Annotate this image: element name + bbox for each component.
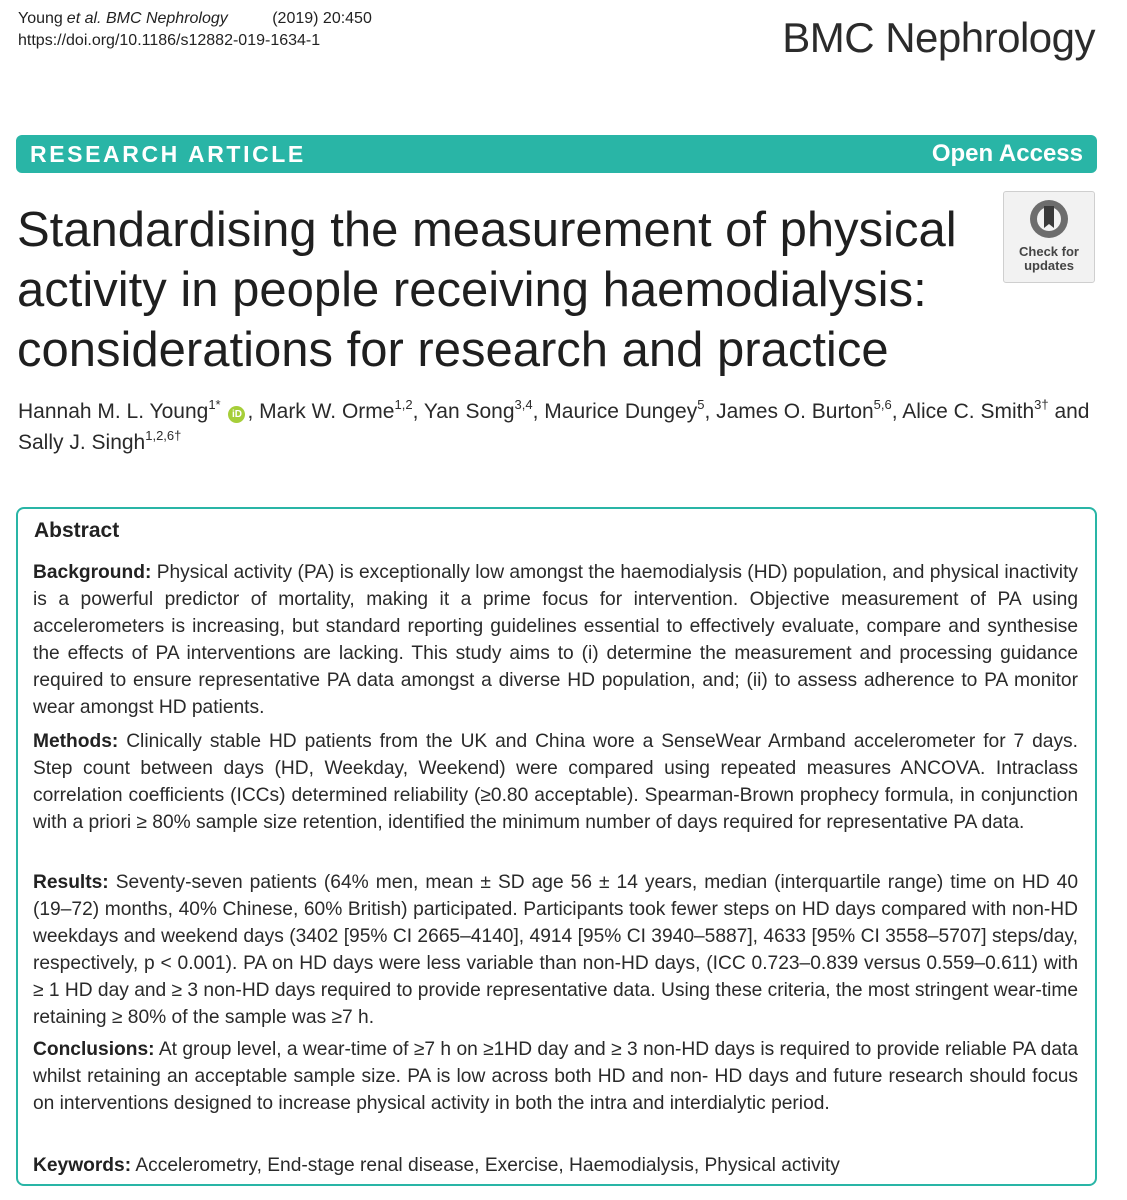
author-name: Mark W. Orme (259, 400, 395, 423)
author-conjunction: and (1054, 400, 1090, 423)
author (18, 428, 182, 454)
keywords-label: Keywords: (33, 1155, 132, 1176)
author (18, 397, 247, 423)
author-list: Hannah M. L. Young$^{1*}$ iD , Mark W. Orme$^{1,2}$, Yan Song$^{3,4}$, Maurice Dungey$^5$, James O. Burton$^{5,6}$, Alice C. Smith$^{3\dagger}$ and Sally J. Singh$^{1,2,6\dagger}$ (18, 397, 1090, 454)
crossmark-icon (1004, 198, 1094, 245)
author (716, 397, 892, 423)
conclusions-text: At group level, a wear-time of ≥7 h on ≥1HD day and ≥ 3 non-HD days is required to provide reliable PA data whilst retaining an acceptable sample size. PA is low across both HD and non- HD days and future research should focus on interventions designed to increase physical activity in both the intra and interdialytic period. (33, 1039, 1078, 1114)
abstract-box (16, 507, 1097, 1186)
methods-label: Methods: (33, 731, 119, 752)
article-type-banner (16, 135, 1097, 173)
author-affiliation: 3,4 (514, 397, 533, 412)
author-affiliation: 1* (208, 397, 221, 412)
journal-logo[interactable]: BMC Nephrology (782, 14, 1095, 61)
abstract-heading: Abstract (34, 519, 120, 542)
author-affiliation: 3† (1034, 397, 1049, 412)
abstract-background (33, 559, 1078, 721)
author-name: Maurice Dungey (544, 400, 698, 423)
results-text: Seventy-seven patients (64% men, mean ± SD age 56 ± 14 years, median (interquartile range) time on HD 40 (19–72) months, 40% Chinese, 60% British) participated. Participants took fewer steps on HD days compared with non-HD weekdays and weekend days (3402 [95% CI 2665–4140], 4914 [95% CI 3940–5887], 4633 [95% CI 3558–5707] steps/day, respectively, p < 0.001). PA on HD days were less variable than non-HD days, (ICC 0.723–0.839 versus 0.559–0.611) with ≥ 1 HD day and ≥ 3 non-HD days required to provide representative data. Using these criteria, the most stringent wear-time retaining ≥ 80% of the sample was ≥7 h. (33, 872, 1078, 1028)
author-name: Alice C. Smith (902, 400, 1035, 423)
open-access-label: Open Access (931, 140, 1083, 167)
updates-label: updates (1024, 258, 1074, 273)
author-name: James O. Burton (716, 400, 874, 423)
author-name: Hannah M. L. Young (18, 400, 209, 423)
check-for-updates-button[interactable] (1003, 191, 1095, 283)
citation-authors: Young (18, 10, 63, 27)
article-type-label: RESEARCH ARTICLE (30, 140, 306, 167)
abstract-methods (33, 728, 1078, 836)
abstract-results (33, 869, 1078, 1031)
author-affiliation: 5,6 (873, 397, 892, 412)
citation-year-volume: (2019) 20:450 (272, 10, 372, 27)
author (423, 397, 533, 423)
methods-text: Clinically stable HD patients from the UK and China wore a SenseWear Armband accelerometer for 7 days. Step count between days (HD, Weekday, Weekend) were compared using repeated measures ANCOVA. Intraclass correlation coefficients (ICCs) determined reliability (≥0.80 acceptable). Spearman-Brown prophecy formula, in conjunction with a priori ≥ 80% sample size retention, identified the minimum number of days required for representative PA data. (33, 731, 1078, 833)
citation-etal: et al. (66, 10, 102, 27)
orcid-icon[interactable]: iD (228, 406, 245, 423)
check-for-label: Check for (1019, 244, 1079, 259)
author-affiliation: 1,2 (394, 397, 413, 412)
author-name: Sally J. Singh (18, 431, 146, 454)
abstract-keywords (33, 1152, 1078, 1179)
article-title: Standardising the measurement of physical activity in people receiving haemodialysis: considerations for research and practice (17, 203, 957, 377)
citation-header (18, 8, 376, 52)
citation-journal: BMC Nephrology (105, 10, 228, 27)
results-label: Results: (33, 872, 109, 893)
author (259, 397, 413, 423)
author (544, 397, 705, 423)
abstract-conclusions (33, 1036, 1078, 1117)
doi-link[interactable]: https://doi.org/10.1186/s12882-019-1634-1 (18, 32, 321, 49)
background-label: Background: (33, 562, 152, 583)
author (902, 397, 1049, 423)
keywords-text: Accelerometry, End-stage renal disease, Exercise, Haemodialysis, Physical activity (135, 1155, 840, 1176)
background-text: Physical activity (PA) is exceptionally low amongst the haemodialysis (HD) population, and physical inactivity is a powerful predictor of mortality, making it a prime focus for intervention. Objective measurement of PA using accelerometers is increasing, but standard reporting guidelines essential to effectively evaluate, compare and synthesise the effects of PA interventions are lacking. This study aims to (i) determine the measurement and processing guidance required to ensure representative PA data amongst a diverse HD population, and; (ii) to assess adherence to PA monitor wear amongst HD patients. (33, 562, 1078, 718)
author-affiliation: 1,2,6† (145, 428, 182, 443)
author-name: Yan Song (423, 400, 515, 423)
conclusions-label: Conclusions: (33, 1039, 155, 1060)
author-affiliation: 5 (697, 397, 705, 412)
